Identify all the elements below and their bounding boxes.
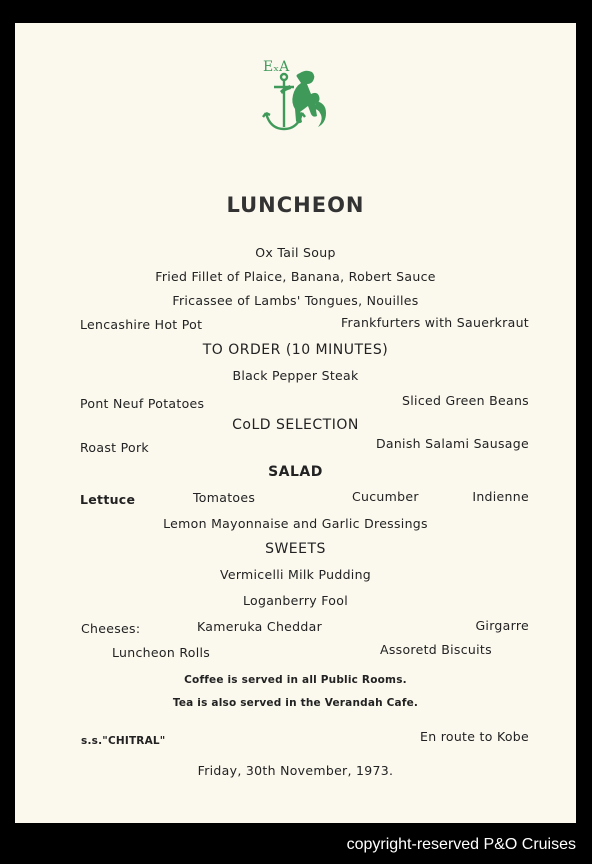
heading-cold-selection: CoLD SELECTION <box>232 417 359 433</box>
route: En route to Kobe <box>420 729 529 744</box>
dish-girgarre: Girgarre <box>475 618 529 633</box>
dish-indienne: Indienne <box>472 489 529 504</box>
dish-fricassee: Fricassee of Lambs' Tongues, Nouilles <box>172 293 419 308</box>
menu-card <box>15 23 576 823</box>
cheeses-label: Cheeses: <box>81 621 141 636</box>
dish-roast-pork: Roast Pork <box>80 440 149 455</box>
coffee-note: Coffee is served in all Public Rooms. <box>184 674 407 686</box>
menu-title: LUNCHEON <box>226 193 365 217</box>
dish-loganberry-fool: Loganberry Fool <box>243 593 348 608</box>
dish-ox-tail-soup: Ox Tail Soup <box>255 245 336 260</box>
dish-pont-neuf-potatoes: Pont Neuf Potatoes <box>80 396 205 411</box>
copyright-caption: copyright-reserved P&O Cruises <box>346 836 576 853</box>
dish-assorted-biscuits: Assoretd Biscuits <box>380 642 492 657</box>
dish-salami: Danish Salami Sausage <box>375 436 529 451</box>
ship-name: s.s."CHITRAL" <box>81 735 166 747</box>
dish-vermicelli-pudding: Vermicelli Milk Pudding <box>219 567 372 582</box>
dish-lettuce: Lettuce <box>80 492 136 507</box>
dish-dressings: Lemon Mayonnaise and Garlic Dressings <box>163 516 428 531</box>
dish-tomatoes: Tomatoes <box>193 490 256 505</box>
crest-logo <box>260 57 332 137</box>
heading-to-order: TO ORDER (10 MINUTES) <box>202 342 389 358</box>
dish-fried-fillet-plaice: Fried Fillet of Plaice, Banana, Robert Sauce <box>155 269 436 284</box>
crest-monogram: EₓA <box>263 59 290 75</box>
dish-luncheon-rolls: Luncheon Rolls <box>112 645 211 660</box>
dish-kameruka-cheddar: Kameruka Cheddar <box>197 619 323 634</box>
menu-date: Friday, 30th November, 1973. <box>197 763 394 778</box>
tea-note: Tea is also served in the Verandah Cafe. <box>172 697 419 709</box>
dish-green-beans: Sliced Green Beans <box>402 393 529 408</box>
dish-frankfurters: Frankfurters with Sauerkraut <box>340 315 529 330</box>
dish-cucumber: Cucumber <box>352 489 419 504</box>
heading-salad: SALAD <box>268 464 323 480</box>
dish-black-pepper-steak: Black Pepper Steak <box>232 368 359 383</box>
heading-sweets: SWEETS <box>265 541 326 557</box>
dish-hot-pot: Lencashire Hot Pot <box>80 317 203 332</box>
